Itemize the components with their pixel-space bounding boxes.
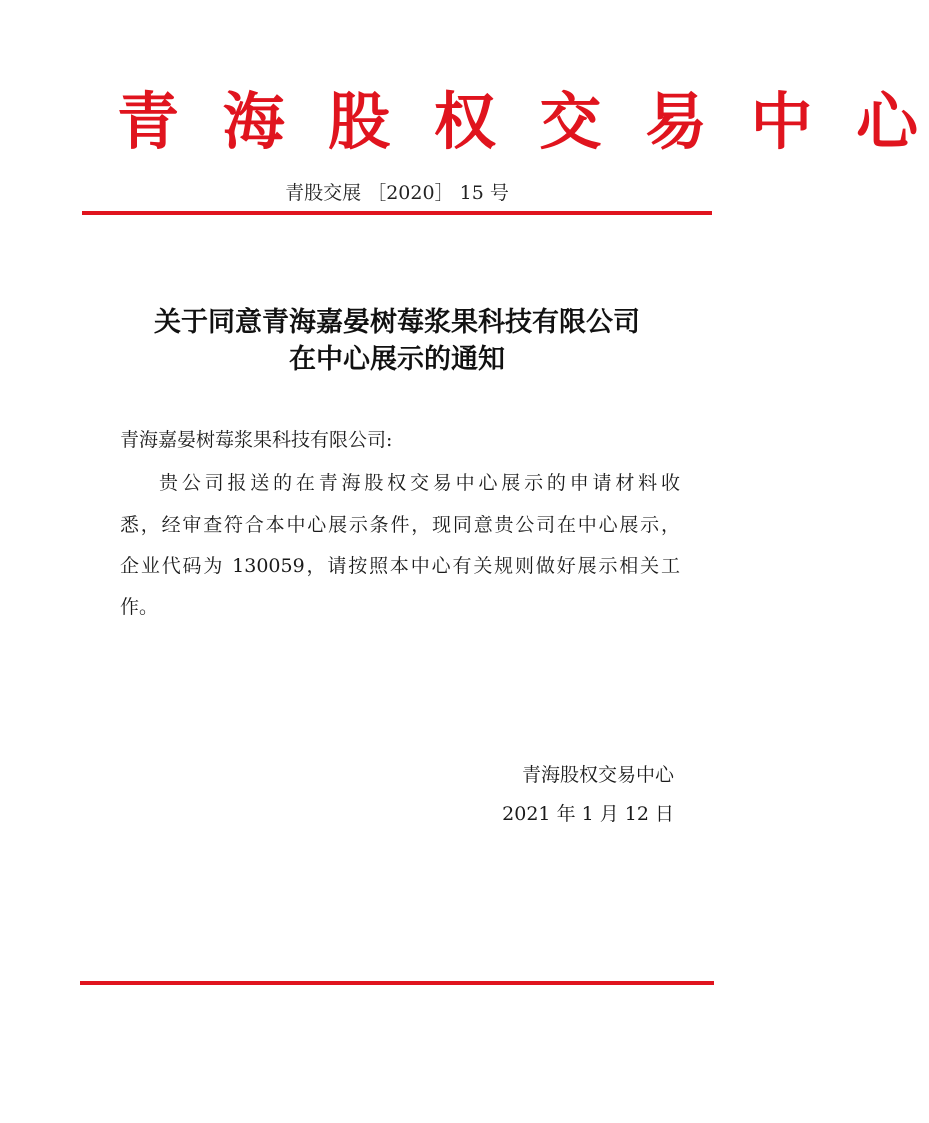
notice-title-line-1: 关于同意青海嘉晏树莓浆果科技有限公司: [154, 307, 640, 338]
salutation: 青海嘉晏树莓浆果科技有限公司:: [120, 429, 393, 451]
footer-divider: [80, 981, 714, 985]
body-line-3: 企业代码为 130059，请按照本中心有关规则做好展示相关工: [120, 555, 680, 577]
document-number-sequence: 15 号: [459, 182, 509, 204]
signature-organization: 青海股权交易中心: [521, 764, 674, 786]
document-number-year: ［2020］: [367, 182, 454, 204]
issuer-masthead: 青 海 股 权 交 易 中 心: [117, 85, 929, 158]
body-line-2: 悉，经审查符合本中心展示条件，现同意贵公司在中心展示，: [120, 514, 680, 536]
masthead-divider: [82, 211, 712, 215]
body-line-4: 作。: [120, 596, 159, 618]
body-line-1: 贵公司报送的在青海股权交易中心展示的申请材料收: [159, 472, 680, 494]
document-number-prefix: 青股交展: [285, 182, 362, 204]
document-number: [0, 180, 794, 206]
signature-date: 2021 年 1 月 12 日: [502, 803, 674, 825]
notice-title-line-2: 在中心展示的通知: [289, 344, 505, 375]
